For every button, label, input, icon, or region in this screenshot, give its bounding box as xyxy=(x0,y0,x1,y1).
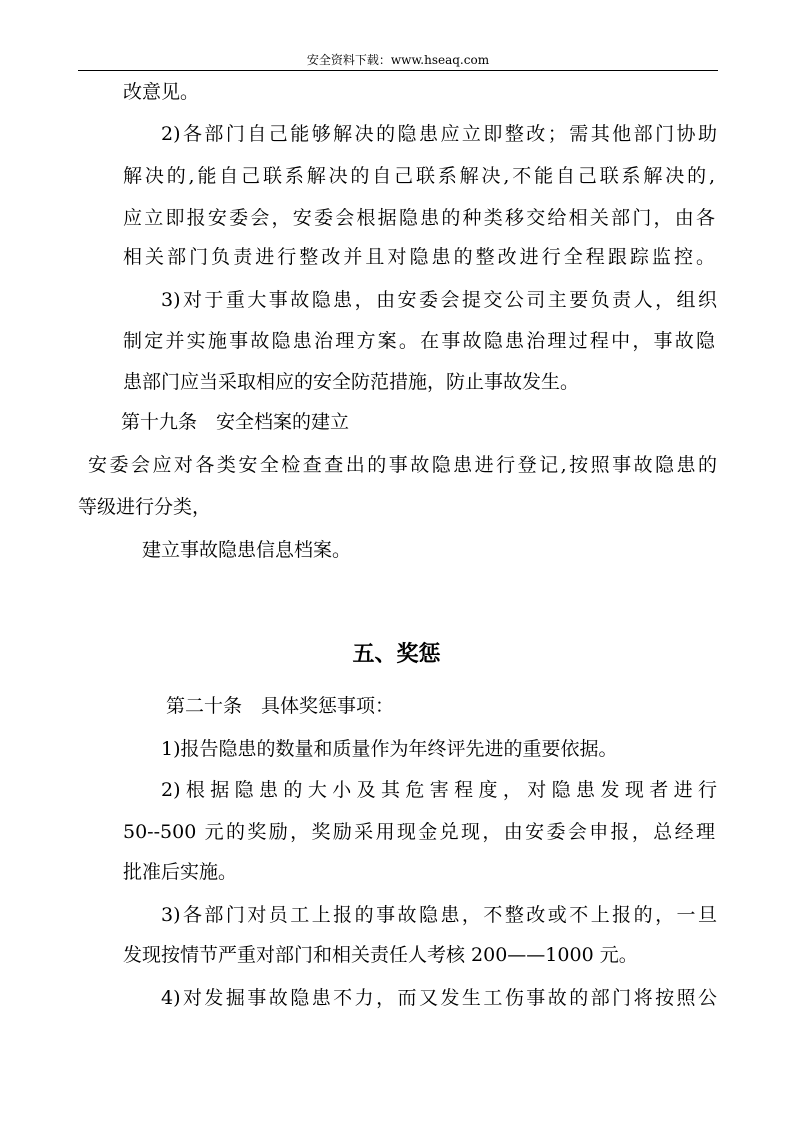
article-heading: 第十九条 安全档案的建立 xyxy=(121,411,350,433)
article-heading: 第二十条 具体奖惩事项： xyxy=(166,695,395,717)
text-line: 等级进行分类， xyxy=(78,496,212,518)
text-line: 批准后实施。 xyxy=(123,861,238,883)
text-line: 安委会应对各类安全检查查出的事故隐患进行登记,按照事故隐患的 xyxy=(88,454,717,476)
text-line: 应立即报安委会，安委会根据隐患的种类移交给相关部门，由各 xyxy=(123,207,715,229)
page-header: 安全资料下载：www.hseaq.com xyxy=(306,53,490,67)
text-line: 3)各部门对员工上报的事故隐患，不整改或不上报的，一旦 xyxy=(161,904,717,926)
text-line: 2)各部门自己能够解决的隐患应立即整改；需其他部门协助 xyxy=(161,123,717,145)
text-line: 解决的,能自己联系解决的自己联系解决,不能自己联系解决的, xyxy=(123,165,715,187)
text-line: 2)根据隐患的大小及其危害程度，对隐患发现者进行 xyxy=(161,779,717,801)
text-line: 患部门应当采取相应的安全防范措施，防止事故发生。 xyxy=(123,371,580,393)
text-line: 50--500 元的奖励，奖励采用现金兑现，由安委会申报，总经理 xyxy=(123,821,715,843)
text-line: 3)对于重大事故隐患，由安委会提交公司主要负责人，组织 xyxy=(161,289,717,311)
section-title: 五、奖惩 xyxy=(352,642,441,667)
text-line: 相关部门负责进行整改并且对隐患的整改进行全程跟踪监控。 xyxy=(123,246,715,268)
text-line: 1)报告隐患的数量和质量作为年终评先进的重要依据。 xyxy=(161,738,618,760)
text-line: 改意见。 xyxy=(123,81,200,103)
text-line: 建立事故隐患信息档案。 xyxy=(142,539,352,561)
text-line: 制定并实施事故隐患治理方案。在事故隐患治理过程中，事故隐 xyxy=(123,330,715,352)
header-rule xyxy=(78,70,718,71)
text-line: 4)对发掘事故隐患不力，而又发生工伤事故的部门将按照公 xyxy=(161,987,717,1009)
text-line: 发现按情节严重对部门和相关责任人考核 200——1000 元。 xyxy=(123,944,638,966)
